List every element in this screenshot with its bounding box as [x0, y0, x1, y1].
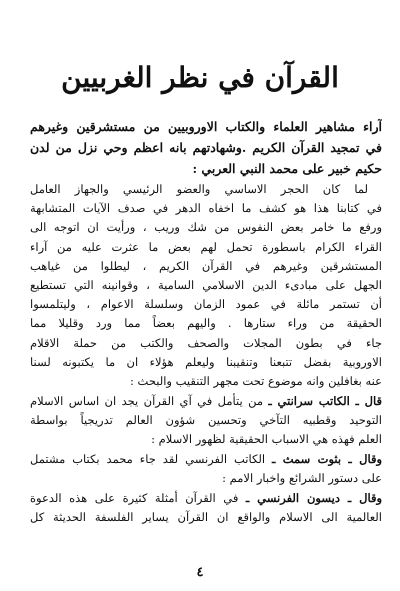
- quote-label: وقال ـ بثوت سمث ـ: [272, 452, 382, 466]
- body-line: جاء في بطون المجلات والصحف والكتب من حملة الاقلام: [30, 335, 382, 350]
- quote-dison: [30, 489, 382, 527]
- body-line: في كتابنا هذا هو كشف ما اخفاه الدهر في صدف الآيات المتشابهة: [30, 201, 382, 216]
- quote-label: قال ـ الكاتب سرانتي ـ: [268, 394, 382, 408]
- body-line: ورفع ما خامر بعض النفوس من شك وريب ، ورأيت ان اتوجه الى: [30, 220, 382, 235]
- body-line: لما كان الحجر الاساسي والعضو الرئيسي والجهاز العامل: [30, 182, 368, 196]
- quote-line: على دستور الشرائع واخبار الامم :: [222, 471, 382, 486]
- quote-text: الكاتب الفرنسي لقد جاء محمد بكتاب مشتمل: [30, 452, 266, 466]
- quote-line: التوحيد وقطبيه التآخي وتحسين شؤون العالم تدريجياً بواسطة: [30, 413, 382, 428]
- quote-sarranti: [30, 392, 382, 450]
- quote-text: من يتأمل في آي القرآن يجد ان اساس الاسلام: [30, 394, 264, 408]
- body-line: عنه بغافلين وانه موضوع تحت مجهر التنقيب والبحث :: [130, 374, 382, 389]
- quote-line: [30, 392, 382, 411]
- page-number: ٤: [196, 565, 204, 580]
- body-line: الحقيقة من وراء ستارها . واليهم بعضاً مما ورد وقليلا مما: [30, 316, 382, 331]
- quote-line: [30, 450, 382, 469]
- body-line: المستشرقين وغيرهم في القرآن الكريم ، ليطلوا من غياهب: [30, 258, 382, 273]
- quote-line: [30, 489, 382, 508]
- body-line: الاوروبية بفضل تتبعنا وتنقيبنا وليعلم هؤلاء ان ما يكتبونه لسنا: [30, 354, 382, 369]
- intro-line: في تمجيد القرآن الكريم .وشهادتهم بانه اعظم وحي نزل من لدن: [30, 140, 382, 155]
- quote-line: العالمية الى الاسلام والواقع ان القرآن يساير الفلسفة الحديثة كل: [30, 510, 382, 525]
- body-line: الجهل على مبادىء الدين الاسلامي السامية ، وقوانينه التي تستطيع: [30, 278, 382, 293]
- intro-line: حكيم خبير على محمد النبي العربي :: [192, 161, 382, 176]
- intro-paragraph: [30, 116, 382, 179]
- body-line: القراء الكرام باسطورة تحمل لهم بعض ما عثرت عليه من آراء: [30, 239, 382, 254]
- intro-line: آراء مشاهير العلماء والكتاب الاوروبيين من مستشرقين وغيرهم: [30, 119, 382, 134]
- body-line: أن تستمر مائلة في عمود الزمان وسلسلة الاعوام ، وليتلمسوا: [30, 297, 382, 312]
- quote-line: العلم فهذه هي الاسباب الحقيقية لظهور الاسلام :: [151, 432, 382, 447]
- body-paragraph: [30, 180, 382, 391]
- quote-label: وقال ـ ديسون الفرنسي ـ: [245, 491, 382, 505]
- quote-smith: [30, 450, 382, 488]
- page-title: القرآن في نظر الغربيين: [61, 61, 339, 94]
- quote-text: في القرآن أمثلة كثيرة على هذه الدعوة: [30, 491, 239, 505]
